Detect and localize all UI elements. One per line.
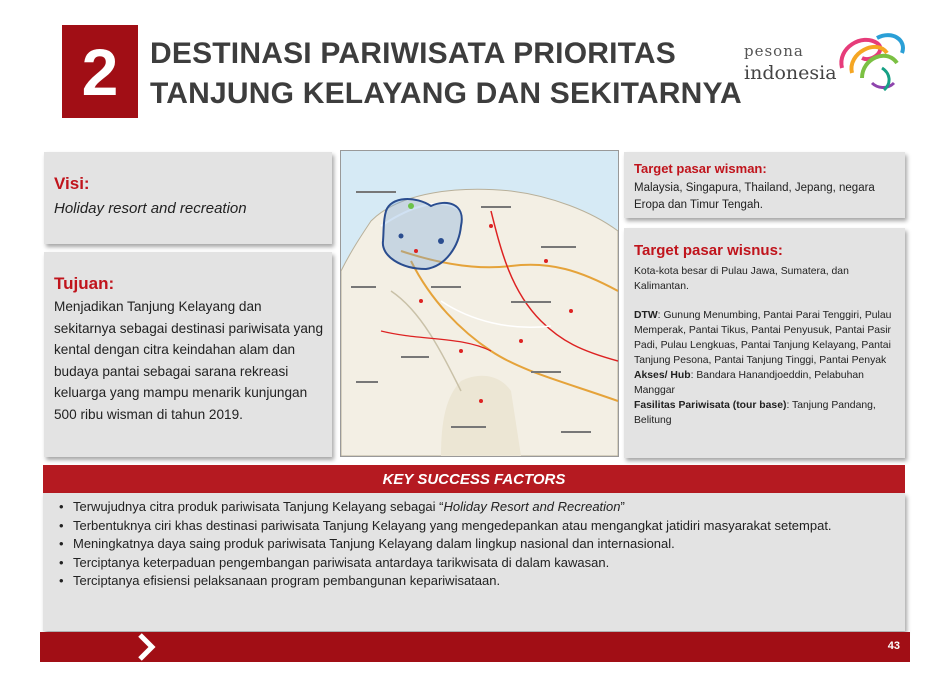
ksf-list: [59, 498, 897, 591]
list-item: • Meningkatnya daya saing produk pariwisata Tanjung Kelayang dalam lingkup nasional dan internasional.: [59, 536, 675, 551]
area-map: [340, 150, 619, 457]
dtw-text: : Gunung Menumbing, Pantai Parai Tenggiri, Pulau Memperak, Pantai Tikus, Pantai Penyusuk, Pantai Pasir Padi, Pulau Lengkuas, Pantai Tanjung Kelayang, Pantai Tanjung Pesona, Pantai Tanjung Tinggi, Pantai Penyak: [634, 310, 892, 366]
section-number: 2: [62, 25, 138, 118]
chevron-right-icon: [132, 632, 162, 662]
target-wisman-panel: [624, 152, 905, 218]
list-item: • Terbentuknya ciri khas destinasi pariwisata Tanjung Kelayang yang mengedepankan atau mengangkat jatidiri masyarakat setempat.: [59, 517, 832, 533]
akses-text: : Bandara Hanandjoeddin, Pelabuhan Manggar: [634, 370, 864, 396]
ksf-title: KEY SUCCESS FACTORS: [43, 465, 905, 493]
pesona-indonesia-logo: [744, 28, 914, 98]
footer-bar: [40, 632, 910, 662]
tujuan-panel: [44, 252, 332, 457]
list-item: • Terciptanya efisiensi pelaksanaan program pembangunan kepariwisataan.: [59, 573, 501, 588]
page-title: [150, 34, 742, 114]
tujuan-heading: Tujuan:: [54, 274, 115, 293]
target-wisnus-text: Kota-kota besar di Pulau Jawa, Sumatera, dan Kalimantan.: [634, 266, 849, 292]
title-line-1: DESTINASI PARIWISATA PRIORITAS: [150, 37, 677, 70]
target-wisman-text: Malaysia, Singapura, Thailand, Jepang, negara Eropa dan Timur Tengah.: [634, 182, 875, 211]
target-wisnus-heading: Target pasar wisnus:: [634, 242, 783, 259]
ksf-panel: [43, 493, 905, 631]
list-item: • Terwujudnya citra produk pariwisata Tanjung Kelayang sebagai “Holiday Resort and Recreation”: [59, 499, 625, 514]
logo-text-pesona: pesona: [744, 42, 804, 60]
destination-info: [634, 308, 902, 428]
logo-text-indonesia: indonesia: [744, 62, 837, 84]
title-line-2: TANJUNG KELAYANG DAN SEKITARNYA: [150, 77, 742, 110]
target-wisnus-panel: [624, 228, 905, 458]
list-item: • Terciptanya keterpaduan pengembangan pariwisata antardaya tarikwisata di dalam kawasan.: [59, 554, 610, 570]
target-wisman-heading: Target pasar wisman:: [634, 161, 767, 176]
page-number: 43: [887, 640, 900, 652]
fasilitas-text: : Tanjung Pandang, Belitung: [634, 400, 876, 426]
map-image: [341, 151, 618, 456]
fasilitas-label: Fasilitas Pariwisata (tour base): [634, 400, 787, 411]
akses-label: Akses/ Hub: [634, 370, 691, 381]
garuda-swirl-icon: [832, 28, 912, 98]
visi-heading: Visi:: [54, 174, 90, 193]
visi-text: Holiday resort and recreation: [54, 200, 247, 217]
tujuan-text: Menjadikan Tanjung Kelayang dan sekitarnya sebagai destinasi pariwisata yang kental dengan citra keindahan alam dan budaya pantai sebagai sarana rekreasi keluarga yang mampu menarik kunjungan 500 ribu wisman di tahun 2019.: [54, 299, 324, 422]
dtw-label: DTW: [634, 310, 658, 321]
visi-panel: [44, 152, 332, 244]
